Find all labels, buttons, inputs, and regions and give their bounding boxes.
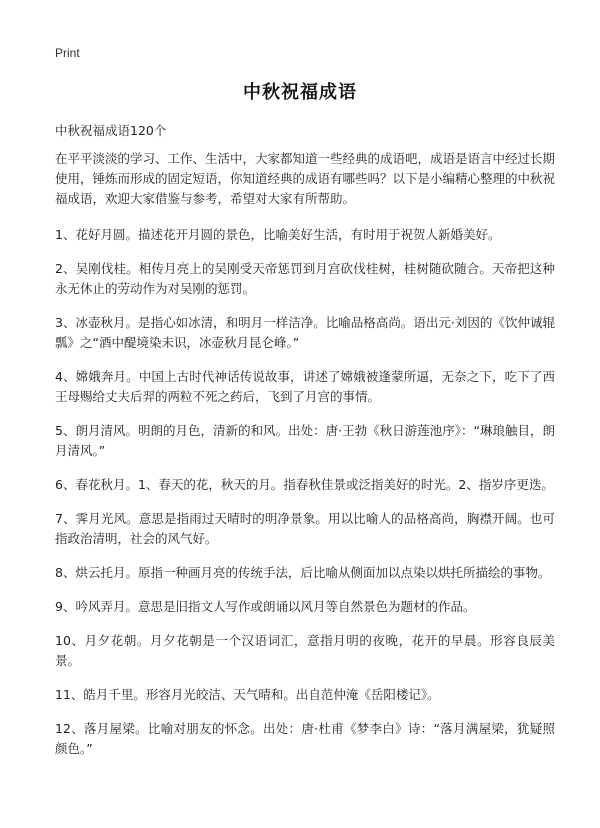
idiom-item-4: 4、嫦娥奔月。中国上古时代神话传说故事，讲述了嫦娥被逢蒙所逼，无奈之下，吃下了西王母赐给丈夫后羿的两粒不死之药后，飞到了月宫的事情。	[55, 369, 555, 404]
idiom-item-3: 3、冰壶秋月。是指心如冰清，和明月一样洁净。比喻品格高尚。语出元·刘因的《饮仲诚辊瓢》之“酒中醍境染未识，冰壶秋月昆仑峰。”	[55, 315, 555, 350]
idiom-item-5: 5、朗月清风。明朗的月色，清新的和风。出处：唐·王勃《秋日游莲池序》：“琳琅触目，朗月清风。”	[55, 423, 555, 458]
idiom-item-10: 10、月夕花朝。月夕花朝是一个汉语词汇，意指月明的夜晚，花开的早晨。形容良辰美景。	[55, 633, 555, 668]
idiom-item-9: 9、吟风弄月。意思是旧指文人写作或朗诵以风月等自然景色为题材的作品。	[55, 599, 476, 614]
page-title: 中秋祝福成语	[243, 82, 357, 103]
idiom-item-7: 7、霁月光风。意思是指雨过天晴时的明净景象。用以比喻人的品格高尚，胸襟开阔。也可指政治清明，社会的风气好。	[55, 511, 555, 546]
article-body	[55, 149, 555, 773]
intro-paragraph: 在平平淡淡的学习、工作、生活中，大家都知道一些经典的成语吧，成语是语言中经过长期使用，锤炼而形成的固定短语，你知道经典的成语有哪些吗？以下是小编精心整理的中秋祝福成语，欢迎大家借鉴与参考，希望对大家有所帮助。	[55, 151, 556, 206]
idiom-item-11: 11、皓月千里。形容月光皎洁、天气晴和。出自范仲淹《岳阳楼记》。	[55, 687, 440, 702]
print-link[interactable]: Print	[55, 46, 80, 60]
idiom-item-1: 1、花好月圆。描述花开月圆的景色，比喻美好生活，有时用于祝贺人新婚美好。	[55, 227, 501, 242]
idiom-item-8: 8、烘云托月。原指一种画月亮的传统手法，后比喻从侧面加以点染以烘托所描绘的事物。	[55, 565, 551, 580]
idiom-item-12: 12、落月屋梁。比喻对朋友的怀念。出处：唐·杜甫《梦李白》诗：“落月满屋梁，犹疑照颜色。”	[55, 721, 555, 756]
document-subtitle: 中秋祝福成语120个	[55, 123, 167, 138]
idiom-item-2: 2、吴刚伐桂。相传月亮上的吴刚受天帝惩罚到月宫砍伐桂树，桂树随砍随合。天帝把这种永无休止的劳动作为对吴刚的惩罚。	[55, 261, 555, 296]
idiom-item-6: 6、春花秋月。1、春天的花，秋天的月。指春秋佳景或泛指美好的时光。2、指岁序更迭。	[55, 477, 554, 492]
